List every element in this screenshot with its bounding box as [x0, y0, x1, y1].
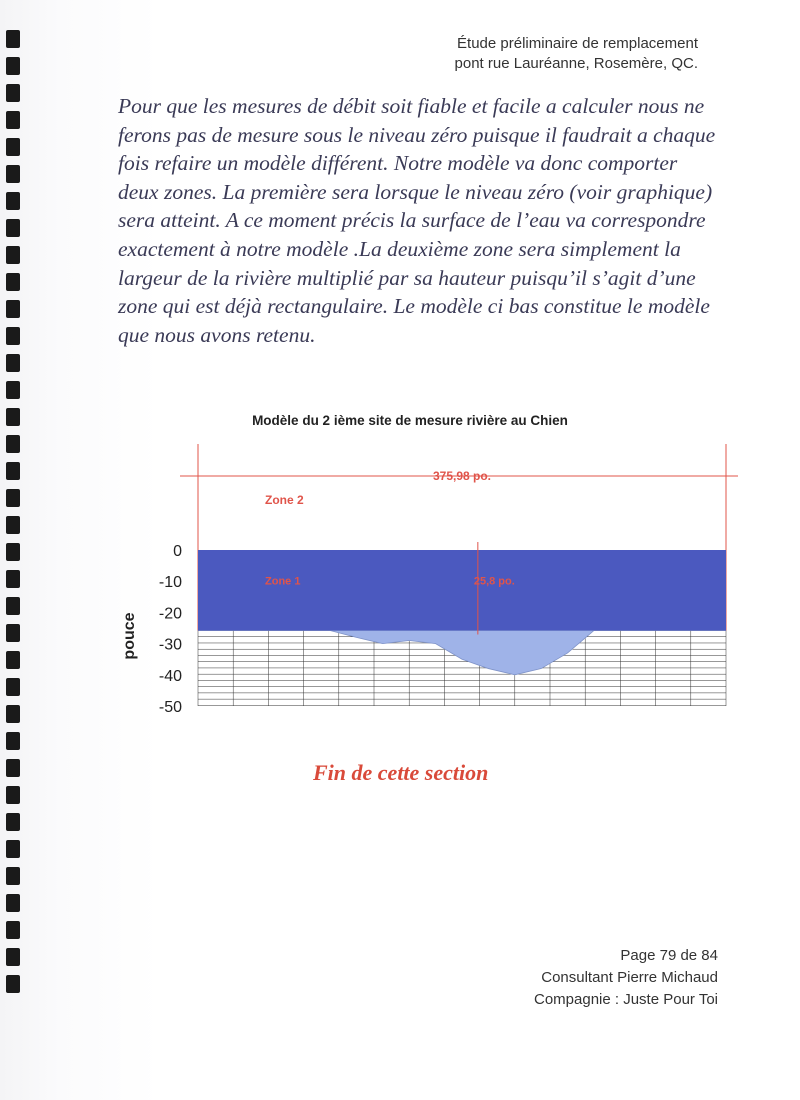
binding-hole [6, 246, 20, 264]
river-model-chart [100, 400, 760, 720]
end-of-section-title: Fin de cette section [313, 760, 489, 785]
binding-hole [6, 597, 20, 615]
binding-hole [6, 543, 20, 561]
chart-title: Modèle du 2 ième site de mesure rivière au Chien [252, 413, 568, 428]
binding-hole [6, 678, 20, 696]
binding-hole [6, 705, 20, 723]
y-tick-label: -10 [158, 574, 182, 592]
binding-hole [6, 651, 20, 669]
body-paragraph: Pour que les mesures de débit soit fiable et facile a calculer nous ne ferons pas de mesure sous le niveau zéro puisque il faudrait a chaque fois refaire un modèle différent. Notre modèle va donc comporter deux zones. La première sera lorsque le niveau zéro (voir graphique) sera atteint. A ce moment précis la surface de l’eau va correspondre exactement à notre modèle .La deuxième zone sera simplement la largeur de la rivière multiplié par sa hauteur puisqu’il s’agit d’une zone qui est déjà rectangulaire. Le modèle ci bas constitue le modèle que nous avons retenu. [118, 94, 716, 347]
spiral-binding [0, 0, 30, 1100]
binding-hole [6, 30, 20, 48]
binding-hole [6, 759, 20, 777]
binding-hole [6, 435, 20, 453]
page-number: Page 79 de 84 [620, 947, 718, 964]
y-tick-label: -50 [158, 699, 182, 716]
y-tick-label: -40 [158, 667, 182, 685]
binding-hole [6, 192, 20, 210]
header-line-2: pont rue Lauréanne, Rosemère, QC. [454, 55, 698, 72]
binding-hole [6, 570, 20, 588]
binding-hole [6, 165, 20, 183]
y-tick-label: -30 [158, 636, 182, 654]
binding-hole [6, 516, 20, 534]
width-annotation-label: 375,98 po. [432, 469, 492, 483]
binding-hole [6, 489, 20, 507]
binding-hole [6, 975, 20, 993]
binding-hole [6, 867, 20, 885]
zone-1-area [198, 550, 726, 630]
binding-hole [6, 732, 20, 750]
y-axis-label: pouce [121, 612, 138, 660]
binding-hole [6, 840, 20, 858]
page-header [455, 34, 698, 74]
y-tick-label: 0 [173, 543, 182, 560]
binding-hole [6, 327, 20, 345]
binding-hole [6, 219, 20, 237]
binding-hole [6, 408, 20, 426]
binding-hole [6, 813, 20, 831]
binding-hole [6, 273, 20, 291]
binding-hole [6, 624, 20, 642]
binding-hole [6, 138, 20, 156]
zone-1-label: Zone 1 [265, 575, 301, 588]
binding-hole [6, 57, 20, 75]
binding-hole [6, 948, 20, 966]
company-name: Compagnie : Juste Pour Toi [534, 991, 718, 1008]
binding-hole [6, 921, 20, 939]
header-line-1: Étude préliminaire de remplacement [457, 35, 698, 52]
binding-hole [6, 462, 20, 480]
zone-2-label: Zone 2 [265, 493, 304, 507]
consultant-name: Consultant Pierre Michaud [541, 969, 718, 986]
binding-hole [6, 786, 20, 804]
binding-hole [6, 111, 20, 129]
binding-hole [6, 354, 20, 372]
binding-hole [6, 894, 20, 912]
binding-hole [6, 84, 20, 102]
binding-hole [6, 381, 20, 399]
depth-annotation-label: 25,8 po. [473, 575, 515, 588]
page-footer [534, 945, 718, 1011]
binding-hole [6, 300, 20, 318]
y-tick-label: -20 [158, 605, 182, 623]
